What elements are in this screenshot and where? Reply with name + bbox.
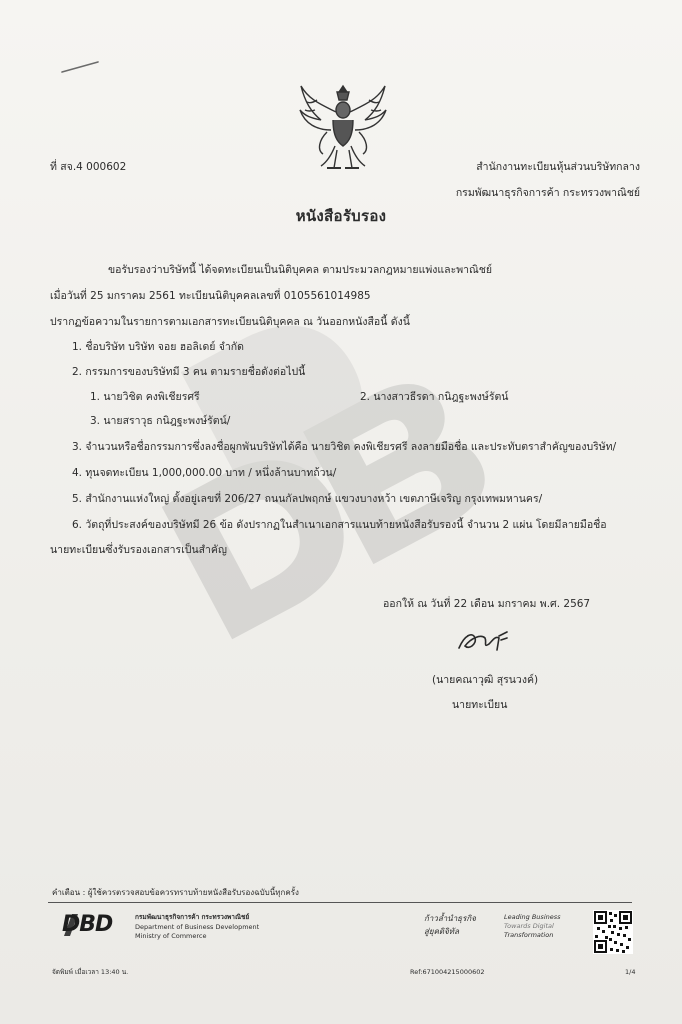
reference-number: Ref:671004215000602 bbox=[410, 968, 485, 976]
footer-warning: คำเตือน : ผู้ใช้ควรตรวจสอบข้อควรทราบท้ายหนังสือรับรองฉบับนี้ทุกครั้ง bbox=[52, 888, 299, 897]
director-1: 1. นายวิชิต คงพิเชียรศรี bbox=[90, 391, 200, 403]
ministry-name: Ministry of Commerce bbox=[135, 932, 207, 940]
item-directors: 2. กรรมการของบริษัทมี 3 คน ตามรายชื่อดังต่อไปนี้ bbox=[72, 366, 306, 378]
item-capital: 4. ทุนจดทะเบียน 1,000,000.00 บาท / หนึ่งล้านบาทถ้วน/ bbox=[72, 467, 337, 479]
pen-mark-icon bbox=[60, 60, 100, 74]
signature-icon bbox=[455, 628, 515, 654]
office-line-2: กรมพัฒนาธุรกิจการค้า กระทรวงพาณิชย์ bbox=[455, 187, 640, 199]
slogan-english-2: Towards Digital bbox=[504, 922, 554, 930]
garuda-emblem-icon bbox=[297, 80, 389, 180]
registrar-position: นายทะเบียน bbox=[452, 699, 508, 711]
document-number: ที่ สจ.4 000602 bbox=[50, 161, 127, 173]
item-authorized: 3. จำนวนหรือชื่อกรรมการซึ่งลงชื่อผูกพันบริษัทได้คือ นายวิชิต คงพิเชียรศรี ลงลายมือชื่อ และประทับตราสำคัญของบริษัท/ bbox=[72, 441, 617, 453]
page-title: หนังสือรับรอง bbox=[295, 207, 387, 225]
qr-code-icon bbox=[593, 910, 633, 954]
slogan-thai-1: ก้าวล้ำนำธุรกิจ bbox=[424, 914, 476, 923]
item-company-name: 1. ชื่อบริษัท บริษัท จอย ฮอลิเดย์ จำกัด bbox=[72, 341, 244, 353]
intro-line-1: ขอรับรองว่าบริษัทนี้ ได้จดทะเบียนเป็นนิติบุคคล ตามประมวลกฎหมายแพ่งและพาณิชย์ bbox=[108, 264, 493, 276]
intro-line-2: เมื่อวันที่ 25 มกราคม 2561 ทะเบียนนิติบุคคลเลขที่ 0105561014985 bbox=[50, 290, 371, 302]
item-address: 5. สำนักงานแห่งใหญ่ ตั้งอยู่เลขที่ 206/27 ถนนกัลปพฤกษ์ แขวงบางหว้า เขตภาษีเจริญ กรุงเทพมหานคร/ bbox=[72, 493, 543, 505]
intro-line-3: ปรากฏข้อความในรายการตามเอกสารทะเบียนนิติบุคคล ณ วันออกหนังสือนี้ ดังนี้ bbox=[50, 316, 410, 328]
footer-divider bbox=[48, 902, 632, 903]
issue-date: ออกให้ ณ วันที่ 22 เดือน มกราคม พ.ศ. 2567 bbox=[383, 598, 591, 610]
office-line-1: สำนักงานทะเบียนหุ้นส่วนบริษัทกลาง bbox=[476, 161, 640, 173]
page-number: 1/4 bbox=[625, 968, 636, 976]
dbd-logo bbox=[60, 910, 130, 940]
printed-time: จัดพิมพ์ เมื่อเวลา 13:40 น. bbox=[52, 968, 129, 976]
director-2: 2. นางสาวธีรดา กนิฎฐะพงษ์รัตน์ bbox=[360, 391, 509, 403]
dept-name-english: Department of Business Development bbox=[135, 923, 260, 931]
slogan-english-1: Leading Business bbox=[504, 913, 561, 921]
item-objectives: 6. วัตถุที่ประสงค์ของบริษัทมี 26 ข้อ ดังปรากฏในสำเนาเอกสารแนบท้ายหนังสือรับรองนี้ จำนวน 2 แผ่น โดยมีลายมือชื่อ bbox=[72, 519, 607, 531]
director-3: 3. นายสราวุธ กนิฎฐะพงษ์รัตน์/ bbox=[90, 415, 231, 427]
dbd-logo-text: DBD bbox=[62, 912, 113, 937]
item-objectives-cont: นายทะเบียนซึ่งรับรองเอกสารเป็นสำคัญ bbox=[50, 544, 227, 556]
slogan-thai-2: สู่ยุคดิจิทัล bbox=[424, 927, 459, 936]
slogan-english-3: Transformation bbox=[504, 931, 554, 939]
dept-name-thai: กรมพัฒนาธุรกิจการค้า กระทรวงพาณิชย์ bbox=[135, 913, 250, 921]
registrar-name: (นายคณาวุฒิ สุรนวงค์) bbox=[432, 674, 539, 686]
